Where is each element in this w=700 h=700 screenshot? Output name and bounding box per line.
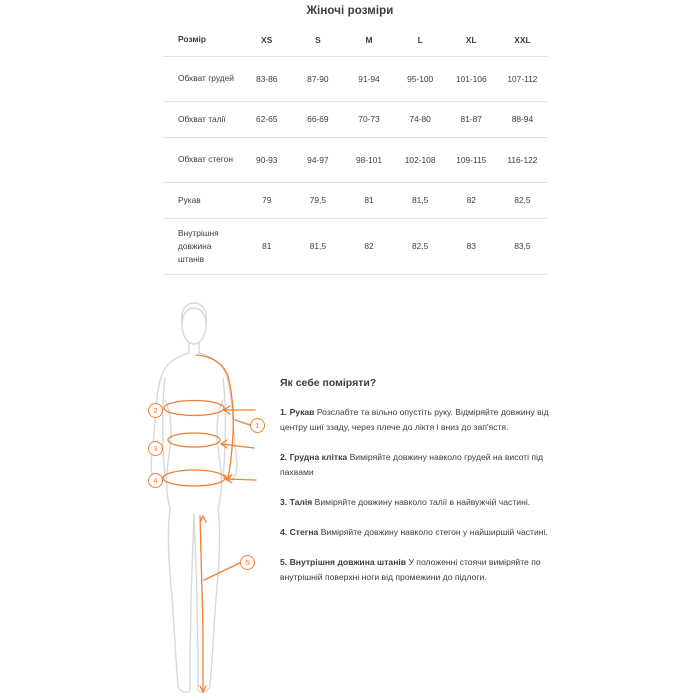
table-cell: 83 xyxy=(446,218,497,274)
table-cell: 82 xyxy=(446,182,497,218)
instruction-number: 2. xyxy=(280,452,290,462)
row-label: Обхват стегон xyxy=(163,137,241,182)
table-cell: 70-73 xyxy=(343,101,394,137)
table-cell: 66-69 xyxy=(292,101,343,137)
badge-1: 1 xyxy=(250,418,265,433)
table-cell: 81,5 xyxy=(395,182,446,218)
instruction-text: Виміряйте довжину навколо талії в найвужчій частині. xyxy=(314,497,531,507)
table-row xyxy=(163,56,548,101)
instructions-heading: Як себе поміряти? xyxy=(280,377,377,389)
table-cell: 107-112 xyxy=(497,56,548,101)
instruction-number: 3. xyxy=(280,497,290,507)
badge-3: 3 xyxy=(148,441,163,456)
instruction-text: Виміряйте довжину навколо грудей на висоті під пахвами xyxy=(280,452,543,477)
table-cell: 116-122 xyxy=(497,137,548,182)
table-cell: 83,5 xyxy=(497,218,548,274)
table-cell: 101-106 xyxy=(446,56,497,101)
table-header-cell: XL xyxy=(446,24,497,56)
instruction-name: Грудна клітка xyxy=(289,452,350,462)
instruction-text: Розслабте та вільно опустіть руку. Відміряйте довжину від центру шиї ззаду, через плече до лiктя i вниз до зап'ястя. xyxy=(280,407,549,432)
table-header-cell: S xyxy=(292,24,343,56)
table-cell: 88-94 xyxy=(497,101,548,137)
instruction-text: Виміряйте довжину навколо стегон у найширшій частині. xyxy=(320,527,548,537)
table-cell: 94-97 xyxy=(292,137,343,182)
instruction-name: Стегна xyxy=(289,527,321,537)
badge-5: 5 xyxy=(240,555,255,570)
table-header-cell: Розмір xyxy=(163,24,241,56)
table-row xyxy=(163,218,548,274)
instruction-text: У положенні стоячи виміряйте по внутрішній поверхні ноги від промежини до підлоги. xyxy=(280,557,541,582)
table-cell: 95-100 xyxy=(395,56,446,101)
table-header-cell: XXL xyxy=(497,24,548,56)
measurement-figure xyxy=(140,300,270,695)
table-row xyxy=(163,182,548,218)
table-header-cell: XS xyxy=(241,24,292,56)
instruction-item-5 xyxy=(280,555,570,585)
badge-2: 2 xyxy=(148,403,163,418)
size-table-wrapper xyxy=(163,24,548,275)
instructions-panel xyxy=(280,377,570,600)
instruction-item-3 xyxy=(280,495,570,510)
table-header-cell: M xyxy=(343,24,394,56)
table-cell: 82,5 xyxy=(395,218,446,274)
table-cell: 81 xyxy=(343,182,394,218)
table-row xyxy=(163,101,548,137)
row-label: Рукав xyxy=(163,182,241,218)
table-cell: 81 xyxy=(241,218,292,274)
instruction-name: Талія xyxy=(289,497,315,507)
instruction-number: 4. xyxy=(280,527,290,537)
table-cell: 82,5 xyxy=(497,182,548,218)
table-cell: 81,5 xyxy=(292,218,343,274)
table-cell: 91-94 xyxy=(343,56,394,101)
table-cell: 79,5 xyxy=(292,182,343,218)
row-label: Обхват грудей xyxy=(163,56,241,101)
table-cell: 81-87 xyxy=(446,101,497,137)
table-cell: 102-108 xyxy=(395,137,446,182)
badge-4: 4 xyxy=(148,473,163,488)
table-cell: 90-93 xyxy=(241,137,292,182)
instruction-name: Внутрішня довжина штанів xyxy=(289,557,409,567)
table-header-cell: L xyxy=(395,24,446,56)
row-label: Внутрішня довжина штанів xyxy=(163,218,241,274)
size-table xyxy=(163,24,548,275)
instruction-number: 5. xyxy=(280,557,290,567)
table-cell: 79 xyxy=(241,182,292,218)
instruction-number: 1. xyxy=(280,407,290,417)
page-title: Жіночі розміри xyxy=(306,5,394,17)
instruction-item-2 xyxy=(280,450,570,480)
table-cell: 87-90 xyxy=(292,56,343,101)
instruction-name: Рукав xyxy=(289,407,317,417)
table-header-row xyxy=(163,24,548,56)
table-cell: 98-101 xyxy=(343,137,394,182)
table-cell: 109-115 xyxy=(446,137,497,182)
table-cell: 83-86 xyxy=(241,56,292,101)
table-cell: 74-80 xyxy=(395,101,446,137)
table-row xyxy=(163,137,548,182)
instruction-item-4 xyxy=(280,525,570,540)
row-label: Обхват талії xyxy=(163,101,241,137)
table-cell: 82 xyxy=(343,218,394,274)
table-cell: 62-65 xyxy=(241,101,292,137)
instruction-item-1 xyxy=(280,405,570,435)
